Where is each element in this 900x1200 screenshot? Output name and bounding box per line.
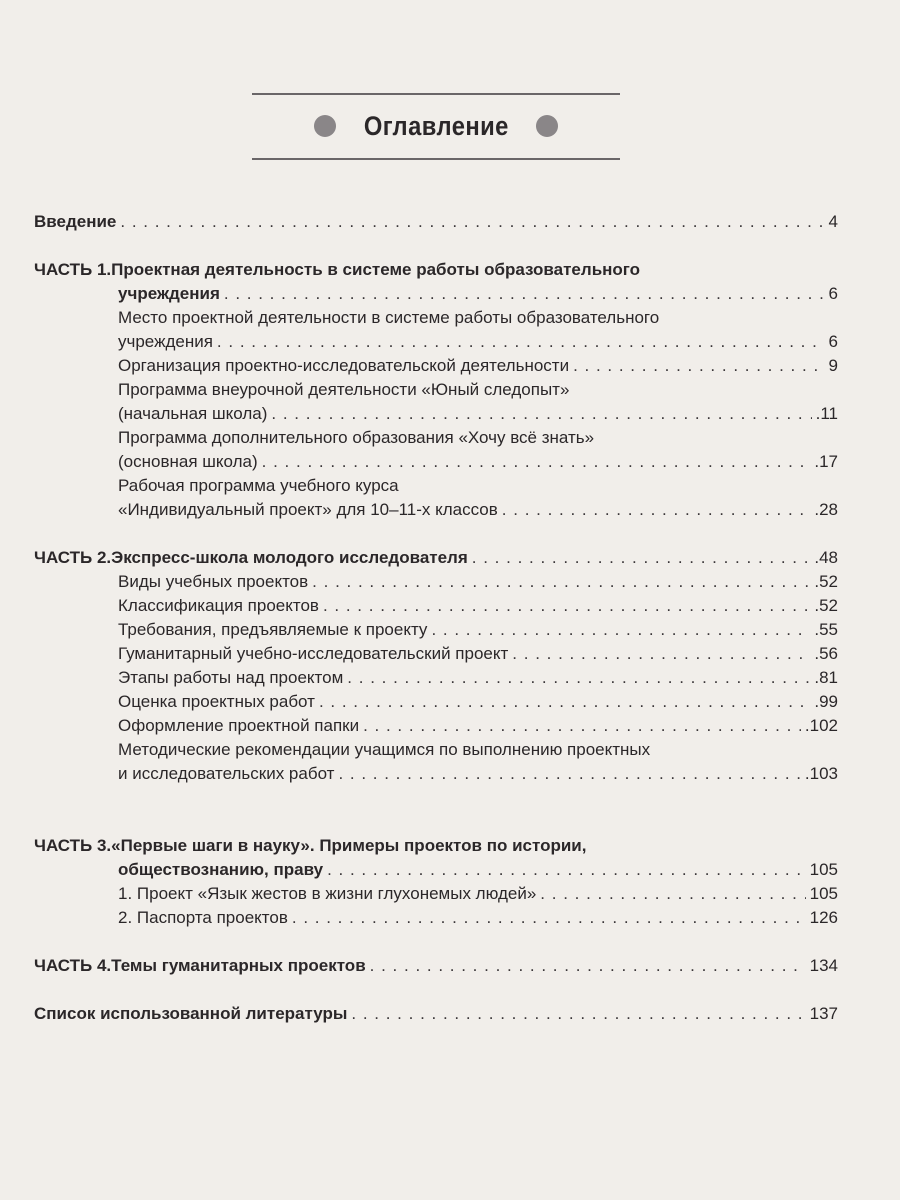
toc-entry-text: Методические рекомендации учащимся по выполнению проектных bbox=[118, 740, 651, 759]
toc-entry-text: «Первые шаги в науку». Примеры проектов по истории, bbox=[111, 836, 587, 855]
toc-page-number: 6 bbox=[828, 332, 838, 351]
dot-leader bbox=[347, 666, 810, 690]
toc-entry[interactable] bbox=[34, 738, 838, 786]
toc-entry-text: Проектная деятельность в системе работы образовательного bbox=[111, 260, 641, 279]
toc-page-number: .103 bbox=[804, 764, 838, 783]
toc-entry-title bbox=[118, 426, 594, 450]
toc-page-number: 6 bbox=[828, 284, 838, 303]
toc-page-number: .56 bbox=[814, 644, 838, 663]
dot-leader bbox=[573, 354, 824, 378]
toc-entry-text: Требования, предъявляемые к проекту bbox=[118, 620, 428, 639]
toc-entry[interactable] bbox=[34, 210, 838, 234]
toc-entry-title bbox=[118, 738, 650, 762]
toc-entry[interactable] bbox=[34, 954, 838, 978]
toc-entry-text: Темы гуманитарных проектов bbox=[111, 956, 366, 975]
dot-leader bbox=[319, 690, 810, 714]
toc-part-label: ЧАСТЬ 1. bbox=[34, 260, 112, 279]
toc-entry-text: и исследовательских работ bbox=[118, 764, 335, 783]
toc-entry-text: Этапы работы над проектом bbox=[118, 668, 344, 687]
toc-page-number: .52 bbox=[814, 572, 838, 591]
toc-entry-text: 1. Проект «Язык жестов в жизни глухонемых людей» bbox=[118, 884, 537, 903]
toc-entry-text: Список использованной литературы bbox=[34, 1004, 348, 1023]
toc-entry-text: Организация проектно-исследовательской деятельности bbox=[118, 356, 570, 375]
toc-entry-title bbox=[118, 450, 258, 474]
toc-entry[interactable] bbox=[34, 906, 838, 930]
toc-entry-title bbox=[118, 354, 569, 378]
toc-entry-text: Оформление проектной папки bbox=[118, 716, 360, 735]
toc-part-label: ЧАСТЬ 4. bbox=[34, 956, 112, 975]
toc-entry[interactable] bbox=[34, 690, 838, 714]
dot-leader bbox=[292, 906, 806, 930]
circle-bullet-icon bbox=[536, 115, 558, 137]
dot-leader bbox=[120, 210, 824, 234]
toc-entry-title bbox=[118, 282, 220, 306]
toc-entry[interactable] bbox=[34, 474, 838, 522]
title-bottom-rule bbox=[252, 158, 620, 160]
toc-entry-title bbox=[118, 402, 267, 426]
dot-leader bbox=[224, 282, 825, 306]
toc-entry-text: (основная школа) bbox=[118, 452, 258, 471]
dot-leader bbox=[351, 1002, 805, 1026]
dot-leader bbox=[217, 330, 825, 354]
dot-leader bbox=[363, 714, 801, 738]
toc-entry-text: обществознанию, праву bbox=[118, 860, 324, 879]
toc-part-label: ЧАСТЬ 3. bbox=[34, 836, 112, 855]
toc-entry-text: 2. Паспорта проектов bbox=[118, 908, 288, 927]
toc-page-number: .48 bbox=[814, 548, 838, 567]
toc-entry[interactable] bbox=[34, 378, 838, 426]
toc-entry-text: учреждения bbox=[118, 284, 220, 303]
toc-page-number: .99 bbox=[814, 692, 838, 711]
toc-entry[interactable] bbox=[34, 618, 838, 642]
toc-entry-title bbox=[118, 882, 536, 906]
toc-page-number: 105 bbox=[809, 860, 838, 879]
toc-page-number: .81 bbox=[814, 668, 838, 687]
dot-leader bbox=[472, 546, 811, 570]
toc-page-number: 134 bbox=[809, 956, 838, 975]
toc-entry-title bbox=[118, 474, 399, 498]
toc-entry-text: Классификация проектов bbox=[118, 596, 319, 615]
dot-leader bbox=[512, 642, 810, 666]
toc-entry-text: учреждения bbox=[118, 332, 213, 351]
toc-entry-text: Экспресс-школа молодого исследователя bbox=[111, 548, 468, 567]
toc-entry-title bbox=[34, 954, 366, 978]
toc-entry-title bbox=[118, 858, 323, 882]
dot-leader bbox=[327, 858, 806, 882]
dot-leader bbox=[271, 402, 811, 426]
toc-entry[interactable] bbox=[34, 714, 838, 738]
toc-page-number: .52 bbox=[814, 596, 838, 615]
toc-entry-title bbox=[118, 330, 213, 354]
toc-page-number: 9 bbox=[828, 356, 838, 375]
toc-page-number: .17 bbox=[814, 452, 838, 471]
toc-entry[interactable] bbox=[34, 1002, 838, 1026]
toc-page-number: .102 bbox=[804, 716, 838, 735]
dot-leader bbox=[323, 594, 810, 618]
toc-entry-text: Введение bbox=[34, 212, 117, 231]
toc-entry-text: Программа внеурочной деятельности «Юный следопыт» bbox=[118, 380, 570, 399]
toc-entry[interactable] bbox=[34, 594, 838, 618]
toc-entry[interactable] bbox=[34, 426, 838, 474]
circle-bullet-icon bbox=[314, 115, 336, 137]
toc-entry-title bbox=[34, 210, 116, 234]
title-top-rule bbox=[252, 93, 620, 95]
dot-leader bbox=[431, 618, 810, 642]
toc-entry-title bbox=[118, 570, 308, 594]
toc-page-number: .11 bbox=[815, 404, 838, 423]
toc-entry-text: Рабочая программа учебного курса bbox=[118, 476, 399, 495]
dot-leader bbox=[502, 498, 811, 522]
toc-entry-title bbox=[118, 378, 569, 402]
dot-leader bbox=[540, 882, 805, 906]
toc-entry[interactable] bbox=[34, 546, 838, 570]
toc-entry-text: Оценка проектных работ bbox=[118, 692, 315, 711]
toc-entry-title bbox=[34, 258, 640, 282]
toc-entry-text: Виды учебных проектов bbox=[118, 572, 309, 591]
toc-entry-title bbox=[118, 666, 343, 690]
toc-entry[interactable] bbox=[34, 570, 838, 594]
toc-entry-text: Гуманитарный учебно-исследовательский проект bbox=[118, 644, 509, 663]
toc-part-label: ЧАСТЬ 2. bbox=[34, 548, 112, 567]
toc-page-number: 4 bbox=[828, 212, 838, 231]
toc-entry-title bbox=[118, 618, 427, 642]
toc-page-number: .55 bbox=[814, 620, 838, 639]
toc-entry-title bbox=[118, 642, 508, 666]
toc-entry-text: (начальная школа) bbox=[118, 404, 268, 423]
toc-entry-title bbox=[118, 762, 334, 786]
toc-entry[interactable] bbox=[34, 666, 838, 690]
title-block bbox=[252, 93, 620, 173]
toc-page-number: 137 bbox=[809, 1004, 838, 1023]
dot-leader bbox=[312, 570, 810, 594]
page-title: Оглавление bbox=[363, 110, 509, 141]
toc-page-number: 126 bbox=[809, 908, 838, 927]
toc-entry-title bbox=[34, 546, 468, 570]
dot-leader bbox=[338, 762, 800, 786]
toc-entry-text: «Индивидуальный проект» для 10–11-х классов bbox=[118, 500, 498, 519]
dot-leader bbox=[370, 954, 806, 978]
toc-entry-title bbox=[118, 306, 659, 330]
dot-leader bbox=[262, 450, 811, 474]
toc-entry-text: Место проектной деятельности в системе работы образовательного bbox=[118, 308, 660, 327]
toc-entry[interactable] bbox=[34, 306, 838, 354]
toc-page-number: .28 bbox=[814, 500, 838, 519]
toc-entry-title bbox=[118, 690, 315, 714]
toc-entry-title bbox=[34, 1002, 347, 1026]
toc-page-number: 105 bbox=[809, 884, 838, 903]
toc-entry[interactable] bbox=[34, 882, 838, 906]
toc-entry-title bbox=[118, 498, 498, 522]
toc-entry-title bbox=[34, 834, 586, 858]
toc-entry-title bbox=[118, 714, 359, 738]
toc-entry-title bbox=[118, 906, 288, 930]
toc-entry[interactable] bbox=[34, 642, 838, 666]
toc-entry[interactable] bbox=[34, 258, 838, 306]
toc-entry-text: Программа дополнительного образования «Хочу всё знать» bbox=[118, 428, 595, 447]
toc-entry[interactable] bbox=[34, 354, 838, 378]
toc-entry-title bbox=[118, 594, 319, 618]
toc-entry[interactable] bbox=[34, 834, 838, 882]
